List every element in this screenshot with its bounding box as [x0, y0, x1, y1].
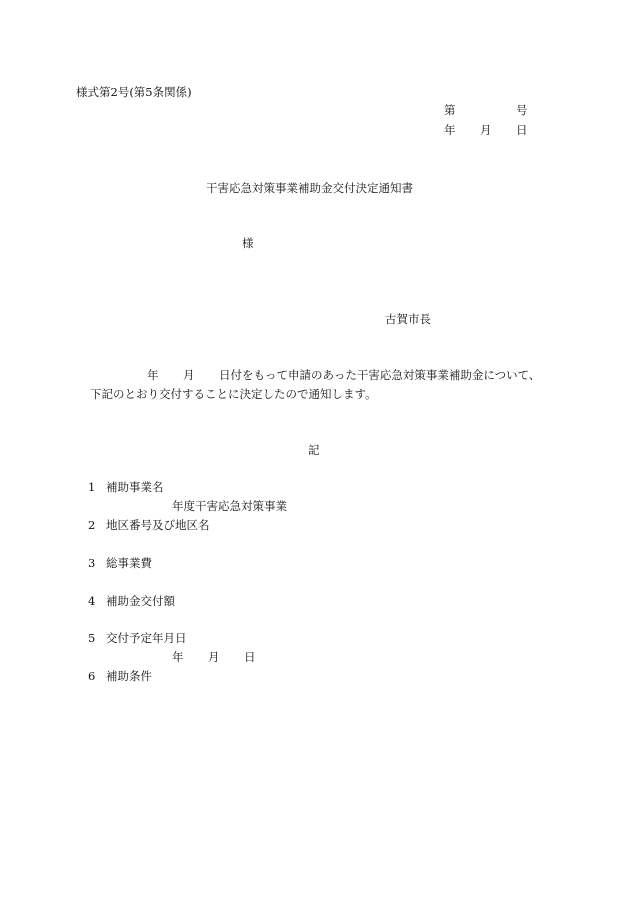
item-number: 6 [88, 669, 96, 683]
addressee-suffix: 様 [242, 236, 254, 250]
item-number: 3 [88, 556, 96, 570]
body-line-1: 日付をもって申請のあった干害応急対策事業補助金について、 [219, 368, 541, 382]
issue-date-year: 年 [444, 123, 456, 137]
item-date-day: 日 [244, 650, 256, 664]
body-line-2: 下記のとおり交付することに決定したので通知します。 [90, 387, 377, 401]
item-label: 地区番号及び地区名 [106, 518, 210, 532]
issue-date-day: 日 [516, 123, 528, 137]
item-number: 1 [88, 480, 96, 494]
item-label: 補助金交付額 [106, 594, 175, 608]
body-month: 月 [183, 368, 195, 382]
item-date-month: 月 [208, 650, 220, 664]
item-number: 4 [88, 594, 96, 608]
issuer-name: 古賀市長 [385, 312, 431, 326]
doc-number-suffix: 号 [516, 103, 528, 117]
doc-number-prefix: 第 [444, 103, 456, 117]
ki-heading: 記 [308, 443, 320, 457]
item-label: 総事業費 [106, 556, 152, 570]
item-detail: 年度干害応急対策事業 [172, 499, 287, 513]
item-number: 5 [88, 631, 96, 645]
item-label: 補助事業名 [106, 480, 164, 494]
item-number: 2 [88, 518, 96, 532]
body-year: 年 [147, 368, 159, 382]
issue-date-month: 月 [480, 123, 492, 137]
item-label: 補助条件 [106, 669, 152, 683]
document-title: 干害応急対策事業補助金交付決定通知書 [206, 181, 413, 195]
item-label: 交付予定年月日 [106, 631, 187, 645]
item-date-year: 年 [172, 650, 184, 664]
form-number: 様式第2号(第5条関係) [76, 85, 192, 99]
